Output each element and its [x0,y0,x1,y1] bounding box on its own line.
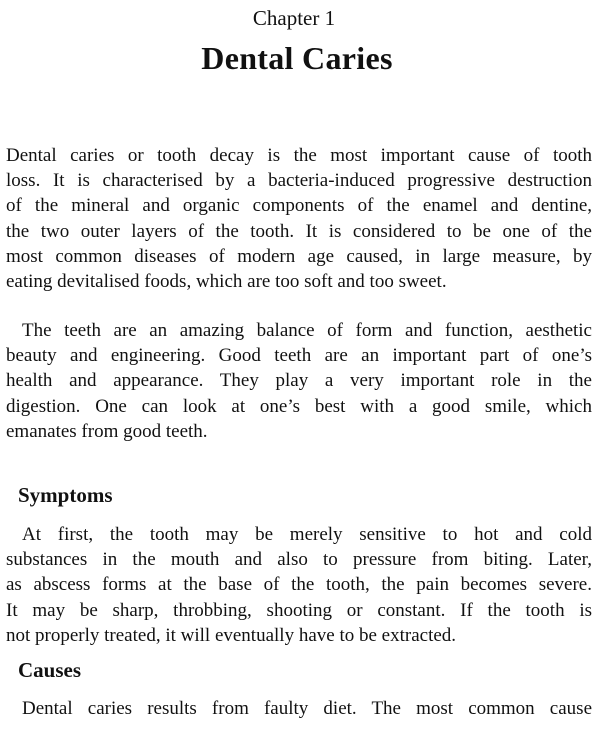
paragraph-line: eating devitalised foods, which are too soft and too sweet. [6,271,447,293]
chapter-title: Dental Caries [201,40,393,76]
paragraph-line: loss. It is characterised by a bacteria-induced progressive destruction [6,170,592,192]
paragraph-line: the two outer layers of the tooth. It is considered to be one of the [6,220,592,242]
paragraph-line: most common diseases of modern age caused, in large measure, by [6,245,592,267]
section-heading-symptoms: Symptoms [18,483,113,507]
causes-paragraph [6,696,592,721]
paragraph-line: Dental caries or tooth decay is the most important cause of tooth [6,145,592,166]
paragraph-line: of the mineral and organic components of the enamel and dentine, [6,195,592,217]
paragraph-line: beauty and engineering. Good teeth are an important part of one’s [6,345,592,367]
section-heading-causes: Causes [18,658,82,682]
symptoms-paragraph [6,522,592,648]
paragraph-line: substances in the mouth and also to pressure from biting. Later, [6,549,592,571]
paragraph-line: Dental caries results from faulty diet. The most common cause [22,698,592,719]
intro-paragraph [6,143,592,294]
paragraph-line: digestion. One can look at one’s best with a good smile, which [6,395,592,417]
paragraph-line: At first, the tooth may be merely sensitive to hot and cold [22,524,592,545]
teeth-paragraph [6,318,592,444]
paragraph-line: emanates from good teeth. [6,420,208,442]
paragraph-line: It may be sharp, throbbing, shooting or constant. If the tooth is [6,599,592,621]
paragraph-line: health and appearance. They play a very important role in the [6,370,592,392]
paragraph-line: The teeth are an amazing balance of form and function, aesthetic [22,320,592,341]
paragraph-line: as abscess forms at the base of the tooth, the pain becomes severe. [6,574,592,596]
paragraph-line: not properly treated, it will eventually have to be extracted. [6,624,457,646]
chapter-number: Chapter 1 [252,6,336,30]
